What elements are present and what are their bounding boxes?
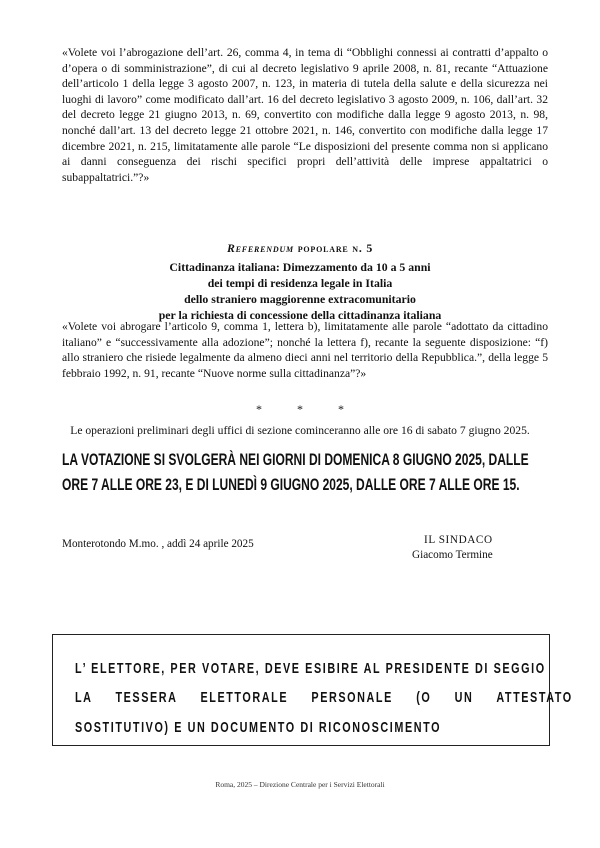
referendum-subtitle-line-4: per la richiesta di concessione della cittadinanza italiana: [158, 308, 442, 322]
notice-line-1: L’ ELETTORE, PER VOTARE, DEVE ESIBIRE AL PRESIDENTE DI SEGGIO: [75, 660, 546, 677]
notice-line-2: LA TESSERA ELETTORALE PERSONALE (O UN ATTESTATO: [75, 689, 573, 706]
referendum-heading-rest: popolare n. 5: [297, 241, 374, 255]
signatory-name: Giacomo Termine: [412, 549, 493, 561]
voter-notice-box: [52, 634, 573, 746]
operations-note: Le operazioni preliminari degli uffici di sezione cominceranno alle ore 16 di sabato 7 giugno 2025.: [70, 424, 530, 437]
referendum-5-heading: [0, 241, 600, 256]
quesito-4-text: «Volete voi l’abrogazione dell’art. 26, comma 4, in tema di “Obblighi connessi ai contratti d’appalto o d’opera o di somministrazione”, di cui al decreto legislativo 9 aprile 2008, n. 81, recante “Attuazione dell’articolo 1 della legge 3 agosto 2007, n. 123, in materia di tutela della salute e della sicurezza nei luoghi di lavoro” come modificato dall’art. 16 del decreto legislativo 3 agosto 2009, n. 106, dall’art. 32 del decreto legge 21 giugno 2013, n. 69, convertito con modifiche dalla legge 9 agosto 2013, n. 98, nonché dall’art. 13 del decreto legge 21 ottobre 2021, n. 146, convertito con modifiche dalla legge 17 dicembre 2021, n. 215, limitatamente alle parole “Le disposizioni del presente comma non si applicano ai danni conseguenza dei rischi specifici propri dell’attività delle imprese appaltatrici o subappaltatrici.”?»: [62, 46, 548, 184]
voting-schedule-line-1: LA VOTAZIONE SI SVOLGERÀ NEI GIORNI DI DOMENICA 8 GIUGNO 2025, DALLE: [62, 451, 529, 469]
notice-line-3: SOSTITUTIVO) E UN DOCUMENTO DI RICONOSCIMENTO: [75, 719, 442, 736]
place-date: Monterotondo M.mo. , addì 24 aprile 2025: [62, 538, 254, 550]
voting-schedule-line-2: ORE 7 ALLE ORE 23, E DI LUNEDÌ 9 GIUGNO 2025, DALLE ORE 7 ALLE ORE 15.: [62, 476, 520, 494]
referendum-5-question: «Volete voi abrogare l’articolo 9, comma 1, lettera b), limitatamente alle parole “adottato da cittadino italiano” e “successivamente alla adozione”; nonché la lettera f), recante la seguente disposizione: “f) allo straniero che risiede legalmente da almeno dieci anni nel territorio della Repubblica.”, della legge 5 febbraio 1992, n. 91, recante “Nuove norme sulla cittadinanza”?»: [62, 320, 548, 380]
referendum-subtitle-line-3: dello straniero maggiorenne extracomunitario: [184, 292, 416, 306]
footer-credit: Roma, 2025 – Direzione Centrale per i Servizi Elettorali: [215, 780, 385, 789]
referendum-subtitle-line-2: dei tempi di residenza legale in Italia: [207, 276, 393, 290]
signatory-title: IL SINDACO: [424, 534, 493, 546]
referendum-heading-word: Referendum: [226, 241, 294, 255]
section-separator: * * *: [256, 402, 360, 416]
referendum-subtitle-line-1: Cittadinanza italiana: Dimezzamento da 10 a 5 anni: [169, 260, 431, 274]
